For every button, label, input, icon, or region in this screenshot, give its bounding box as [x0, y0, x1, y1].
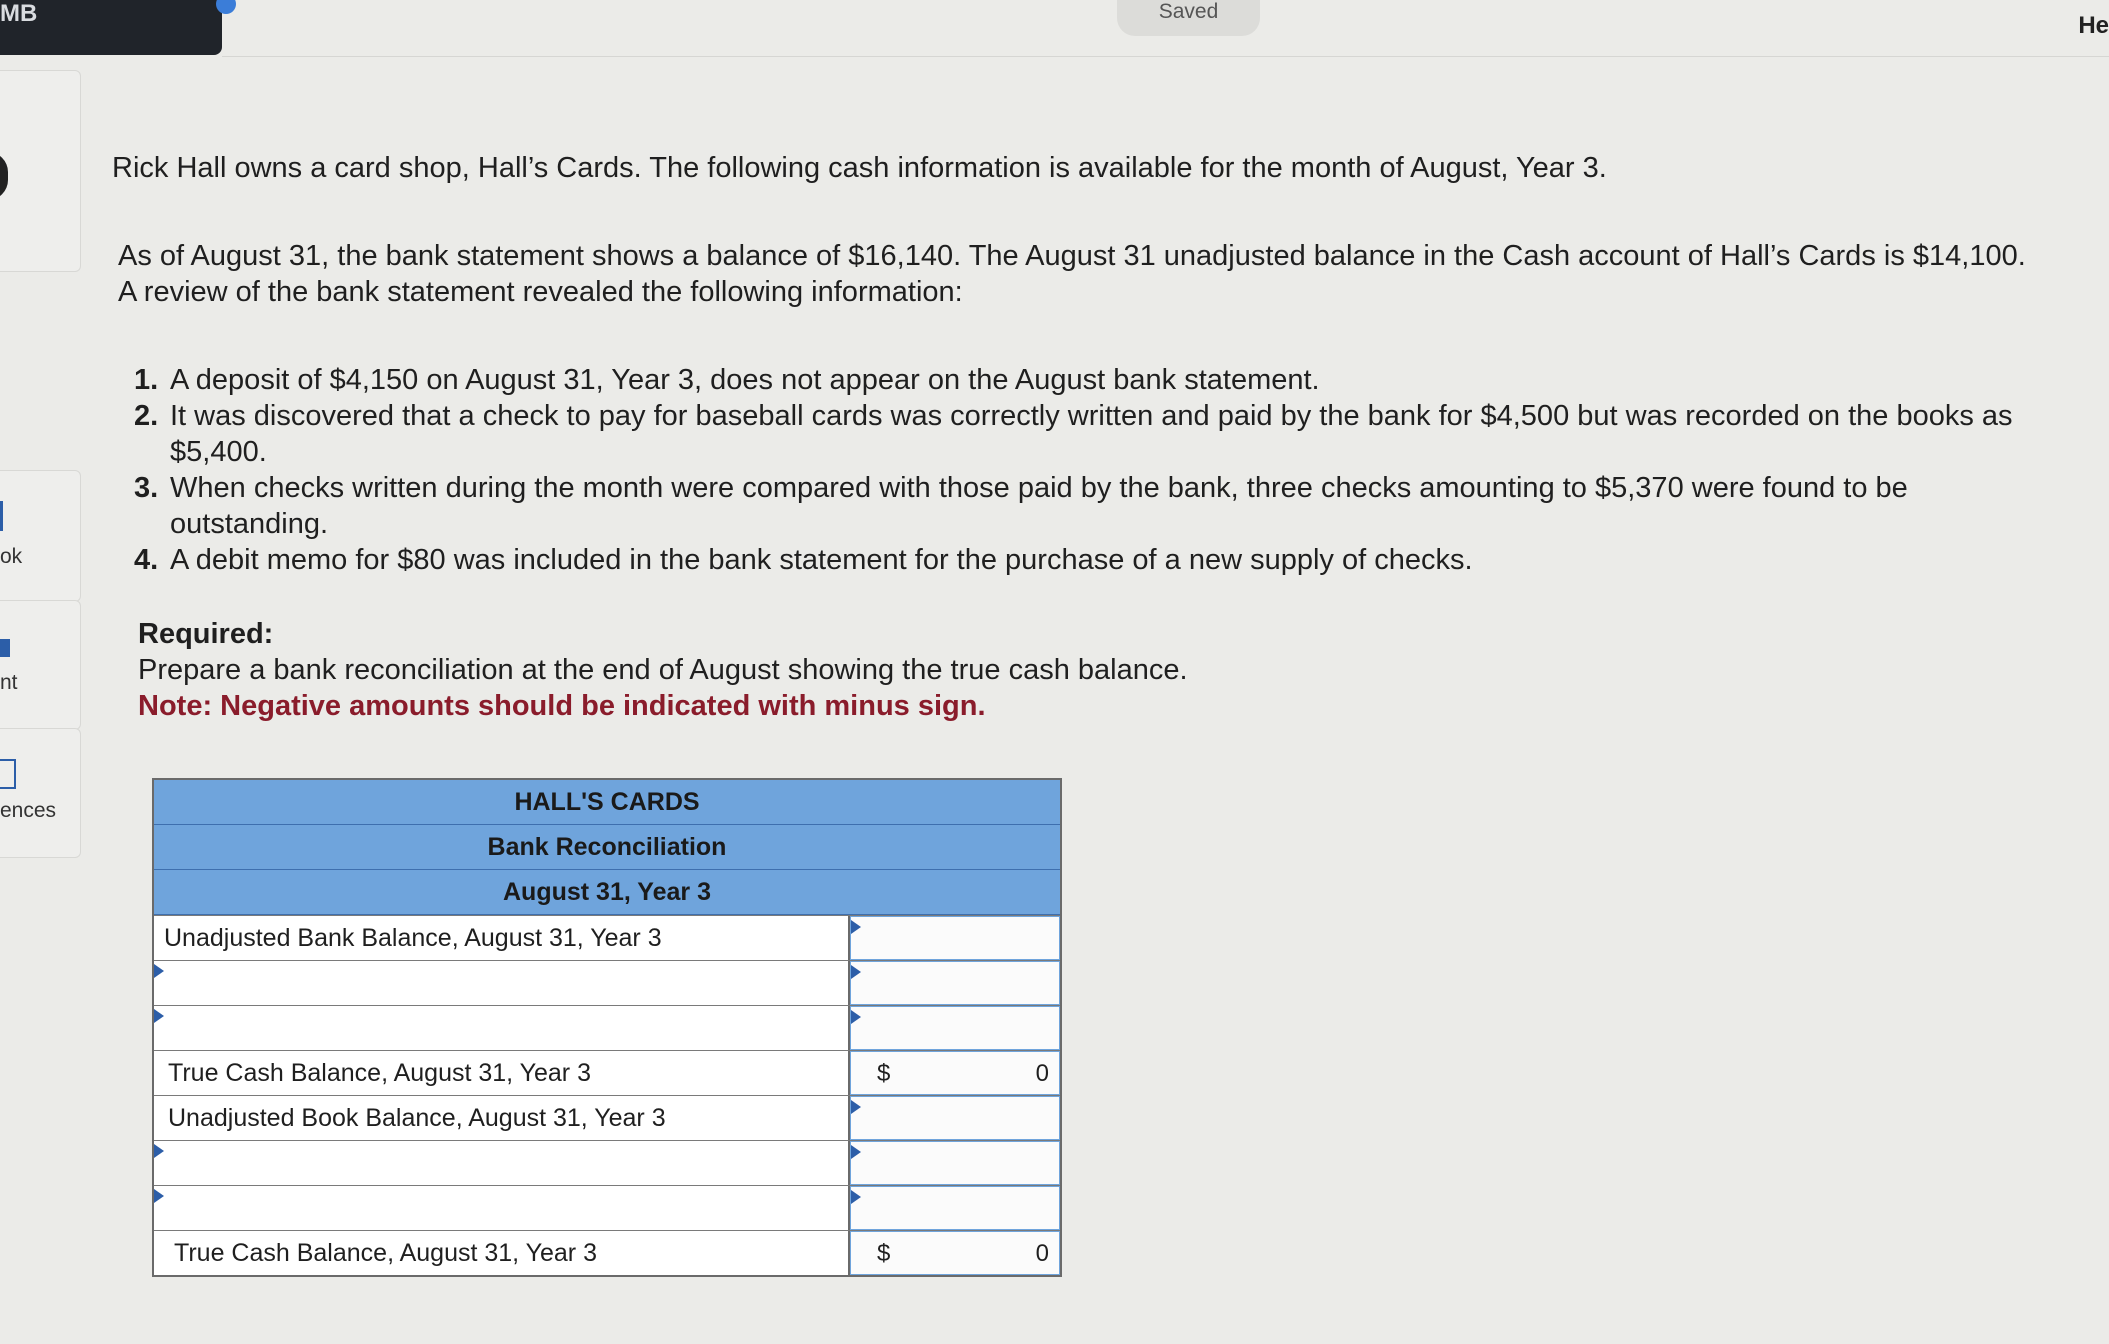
problem-statement: As of August 31, the bank statement shows a balance of $16,140. The August 31 unadjusted balance in the Cash account of Hall’s Cards is $14,100. A review of the bank statement revealed the following information: — [118, 240, 2026, 308]
amount-input[interactable] — [850, 916, 1060, 960]
required-text: Prepare a bank reconciliation at the end of August showing the true cash balance. — [138, 654, 1188, 686]
total-value: 0 — [1035, 1240, 1049, 1267]
header-divider — [222, 56, 2109, 57]
list-item: 2. It was discovered that a check to pay for baseball cards was correctly written and paid by the bank for $4,500 but was recorded on the books as $5,400. — [134, 400, 2013, 468]
sidebar-card-top[interactable] — [0, 70, 81, 272]
currency-symbol: $ — [877, 1060, 891, 1087]
date-header: August 31, Year 3 — [154, 870, 1060, 915]
sidebar — [0, 70, 90, 870]
list-item: 3. When checks written during the month were compared with those paid by the bank, three checks amounting to $5,370 were found to be outstanding. — [134, 472, 1908, 540]
row-label: Unadjusted Bank Balance, August 31, Year 3 — [154, 916, 850, 960]
dropdown-marker-icon — [851, 1010, 861, 1024]
app-logo: MB — [0, 0, 38, 27]
problem-intro: Rick Hall owns a card shop, Hall’s Cards. The following cash information is available for the month of August, Year 3. — [112, 152, 1607, 184]
currency-symbol: $ — [877, 1240, 891, 1267]
total-value: 0 — [1035, 1060, 1049, 1087]
report-title-header: Bank Reconciliation — [154, 825, 1060, 870]
amount-input[interactable] — [850, 1006, 1060, 1050]
table-row — [154, 1230, 1060, 1275]
row-label-dropdown[interactable] — [154, 1141, 850, 1185]
amount-input[interactable] — [850, 1141, 1060, 1185]
info-list — [134, 362, 2054, 578]
table-row — [154, 1005, 1060, 1050]
dropdown-marker-icon — [851, 965, 861, 979]
references-icon — [0, 759, 16, 789]
table-row — [154, 1050, 1060, 1095]
sidebar-item-ebook[interactable] — [0, 470, 81, 602]
dropdown-marker-icon — [154, 1189, 164, 1203]
help-link[interactable]: He — [2078, 12, 2109, 39]
dropdown-marker-icon — [154, 1144, 164, 1158]
nav-indicator-icon[interactable] — [216, 0, 236, 14]
saved-status-badge: Saved — [1117, 0, 1260, 36]
dropdown-marker-icon — [851, 920, 861, 934]
list-item: 4. A debit memo for $80 was included in the bank statement for the purchase of a new supply of checks. — [134, 544, 1473, 576]
negative-note: Note: Negative amounts should be indicated with minus sign. — [138, 690, 986, 722]
sidebar-item-label: ok — [0, 545, 23, 568]
row-label: Unadjusted Book Balance, August 31, Year 3 — [154, 1096, 850, 1140]
required-section — [138, 616, 1188, 724]
required-title: Required: — [138, 618, 274, 650]
total-amount — [850, 1231, 1060, 1275]
sidebar-item-print[interactable] — [0, 600, 81, 730]
dropdown-marker-icon — [154, 964, 164, 978]
table-row — [154, 960, 1060, 1005]
book-icon — [0, 501, 3, 531]
sidebar-item-references[interactable] — [0, 728, 81, 858]
total-amount — [850, 1051, 1060, 1095]
app-header — [0, 0, 222, 55]
row-label-dropdown[interactable] — [154, 961, 850, 1005]
dropdown-marker-icon — [851, 1190, 861, 1204]
sidebar-item-label: ences — [0, 799, 57, 822]
amount-input[interactable] — [850, 1096, 1060, 1140]
table-row — [154, 1185, 1060, 1230]
dropdown-marker-icon — [851, 1100, 861, 1114]
row-label: True Cash Balance, August 31, Year 3 — [154, 1231, 850, 1275]
print-icon — [0, 639, 10, 657]
list-item: 1. A deposit of $4,150 on August 31, Year 3, does not appear on the August bank statement. — [134, 364, 1320, 396]
row-label: True Cash Balance, August 31, Year 3 — [154, 1051, 850, 1095]
row-label-dropdown[interactable] — [154, 1006, 850, 1050]
sidebar-item-label: nt — [0, 671, 18, 694]
dropdown-marker-icon — [154, 1009, 164, 1023]
table-row — [154, 1095, 1060, 1140]
bank-reconciliation-table — [152, 778, 1062, 1277]
row-label-dropdown[interactable] — [154, 1186, 850, 1230]
amount-input[interactable] — [850, 1186, 1060, 1230]
table-row — [154, 915, 1060, 960]
company-header: HALL'S CARDS — [154, 780, 1060, 825]
table-row — [154, 1140, 1060, 1185]
amount-input[interactable] — [850, 961, 1060, 1005]
dropdown-marker-icon — [851, 1145, 861, 1159]
